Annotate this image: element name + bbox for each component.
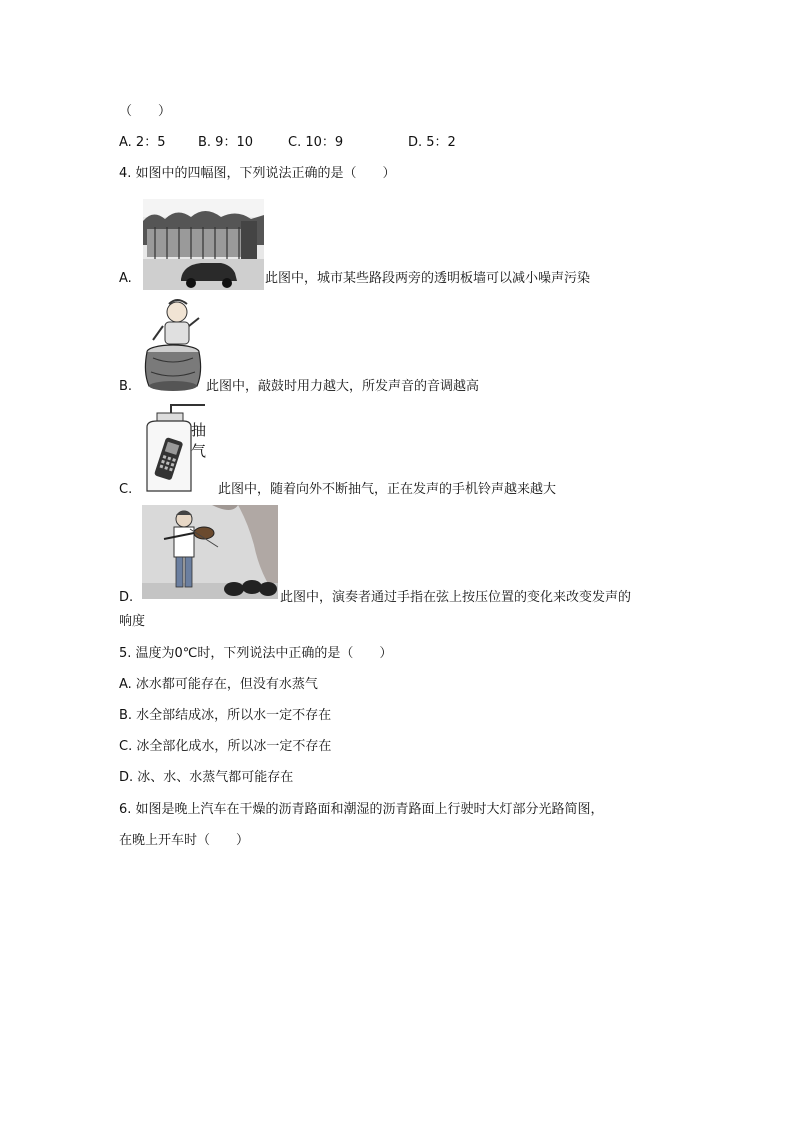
q5-option-b: B. 水全部结成冰，所以水一定不存在 bbox=[119, 708, 332, 723]
q3-option-a: A. 2：5 bbox=[119, 135, 166, 150]
q4-option-c-label: C. bbox=[119, 482, 133, 497]
q5-option-a: A. 冰水都可能存在，但没有水蒸气 bbox=[119, 677, 318, 692]
q6-stem-line1: 6. 如图是晚上汽车在干燥的沥青路面和潮湿的沥青路面上行驶时大灯部分光路简图， bbox=[119, 802, 604, 817]
q3-paren: （ ） bbox=[119, 104, 172, 119]
bell-jar-phone-figure bbox=[143, 403, 218, 495]
q4-option-a-text: 此图中，城市某些路段两旁的透明板墙可以减小噪声污染 bbox=[265, 271, 591, 286]
q4-option-d-label: D. bbox=[119, 590, 134, 605]
q4-option-c-text: 此图中，随着向外不断抽气，正在发声的手机铃声越来越大 bbox=[218, 482, 557, 497]
q4-option-d-text: 此图中，演奏者通过手指在弦上按压位置的变化来改变发声的 bbox=[280, 590, 632, 605]
pump-air-caption: 抽气 bbox=[191, 421, 207, 460]
q5-option-d: D. 冰、水、水蒸气都可能存在 bbox=[119, 770, 294, 785]
drum-figure bbox=[143, 296, 205, 394]
violinist-figure bbox=[142, 505, 278, 599]
q5-stem: 5. 温度为0℃时，下列说法中正确的是（ ） bbox=[119, 646, 393, 661]
q6-stem-line2: 在晚上开车时（ ） bbox=[119, 833, 250, 848]
q3-option-b: B. 9：10 bbox=[198, 135, 253, 150]
q4-stem: 4. 如图中的四幅图，下列说法正确的是（ ） bbox=[119, 166, 396, 181]
q5-option-c: C. 冰全部化成水，所以冰一定不存在 bbox=[119, 739, 332, 754]
q4-option-b-text: 此图中，敲鼓时用力越大，所发声音的音调越高 bbox=[206, 379, 480, 394]
q3-option-d: D. 5：2 bbox=[408, 135, 456, 150]
noise-barrier-figure bbox=[143, 199, 264, 290]
q4-option-d-text-cont: 响度 bbox=[119, 614, 146, 629]
q4-option-b-label: B. bbox=[119, 379, 133, 394]
q3-option-c: C. 10：9 bbox=[288, 135, 344, 150]
q4-option-a-label: A. bbox=[119, 271, 132, 286]
